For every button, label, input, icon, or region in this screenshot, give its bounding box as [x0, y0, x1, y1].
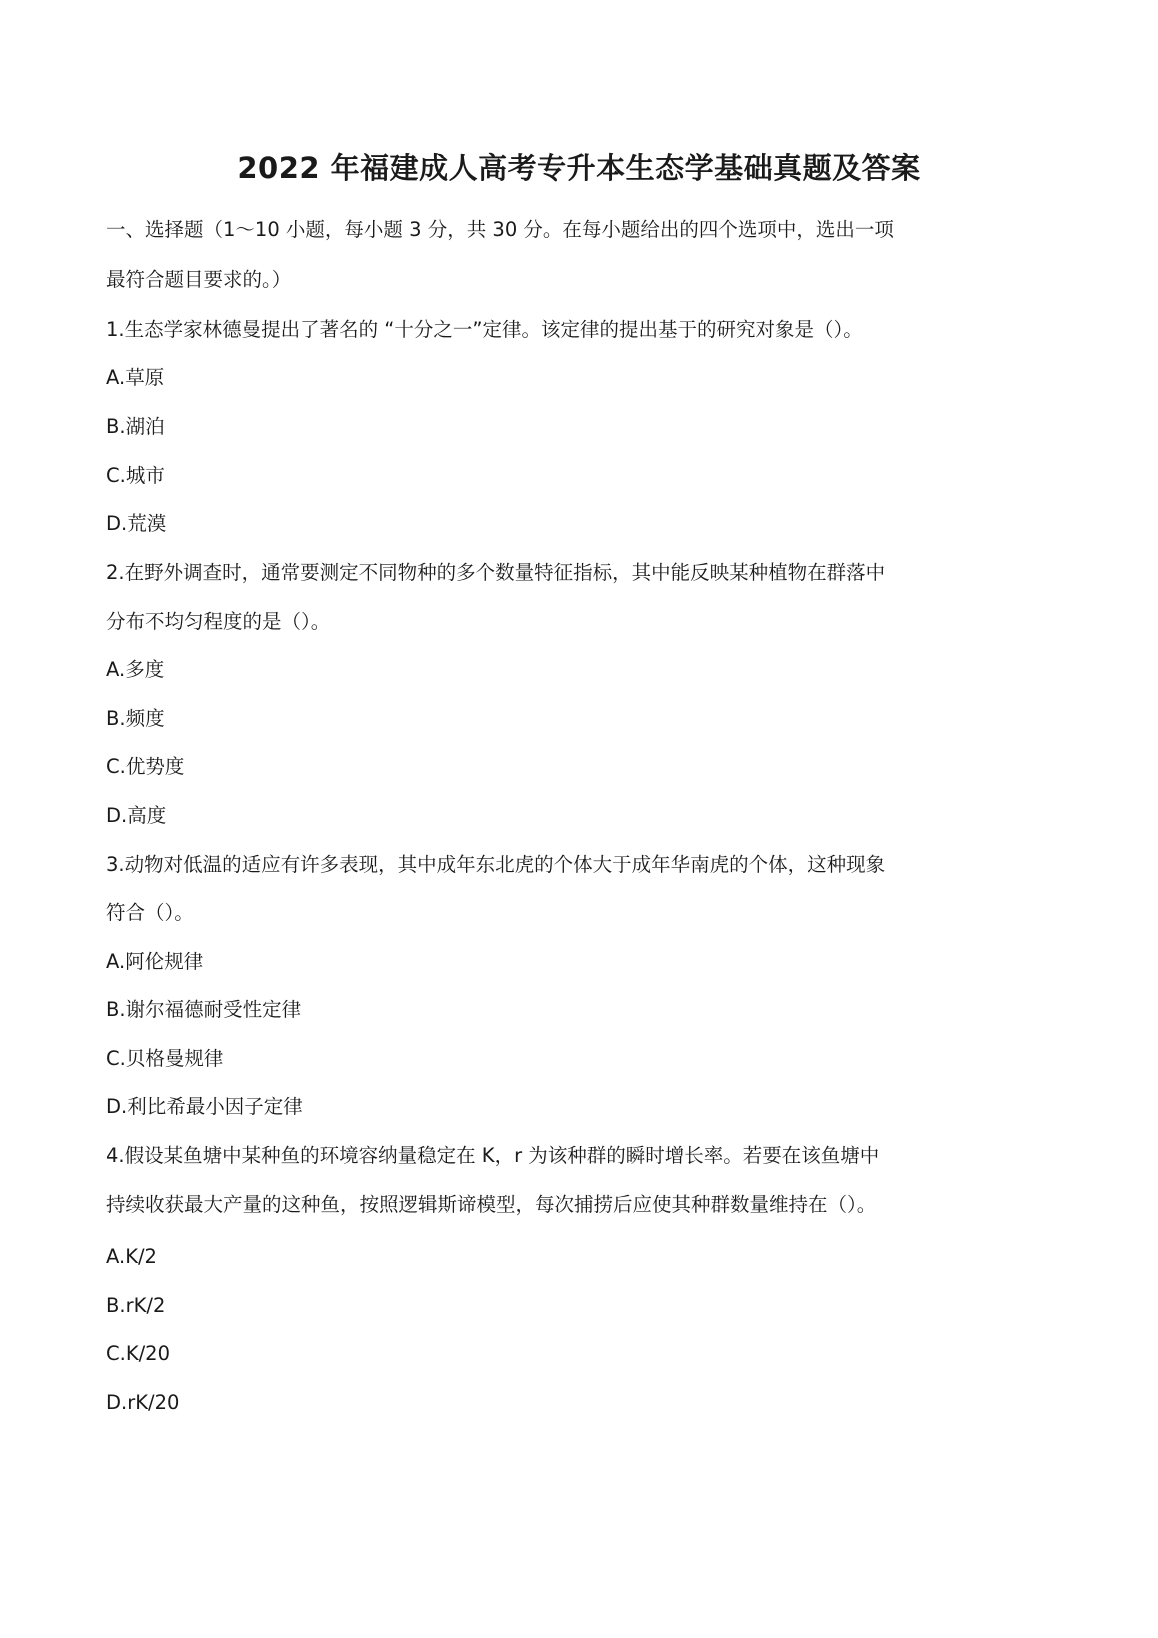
- question-2-option-c: C.优势度: [106, 755, 185, 778]
- question-3-option-d: D.利比希最小因子定律: [106, 1095, 303, 1118]
- question-4-option-d: D.rK/20: [106, 1391, 180, 1414]
- question-1-option-c: C.城市: [106, 464, 165, 487]
- section-header-line-1: 一、选择题（1〜10 小题，每小题 3 分，共 30 分。在每小题给出的四个选项中，选出一项: [106, 218, 894, 241]
- question-4-option-b: B.rK/2: [106, 1294, 166, 1317]
- question-3-option-b: B.谢尔福德耐受性定律: [106, 998, 302, 1021]
- section-header-line-2: 最符合题目要求的。）: [106, 268, 292, 291]
- question-1-option-a: A.草原: [106, 366, 165, 389]
- question-3-stem-line-1: 3.动物对低温的适应有许多表现，其中成年东北虎的个体大于成年华南虎的个体，这种现象: [106, 853, 886, 876]
- question-4-option-c: C.K/20: [106, 1342, 170, 1365]
- question-3-option-c: C.贝格曼规律: [106, 1047, 224, 1070]
- question-2-stem-line-2: 分布不均匀程度的是（）。: [106, 610, 331, 633]
- question-4-option-a: A.K/2: [106, 1245, 157, 1268]
- question-1-option-b: B.湖泊: [106, 415, 165, 438]
- question-1-stem: 1.生态学家林德曼提出了著名的 “十分之一”定律。该定律的提出基于的研究对象是（）。: [106, 318, 863, 341]
- question-2-option-b: B.频度: [106, 707, 165, 730]
- question-2-option-d: D.高度: [106, 804, 167, 827]
- question-1-option-d: D.荒漠: [106, 512, 167, 535]
- question-3-option-a: A.阿伦规律: [106, 950, 204, 973]
- question-2-option-a: A.多度: [106, 658, 165, 681]
- question-4-stem-line-2: 持续收获最大产量的这种鱼，按照逻辑斯谛模型，每次捕捞后应使其种群数量维持在（）。: [106, 1193, 877, 1216]
- question-2-stem-line-1: 2.在野外调查时，通常要测定不同物种的多个数量特征指标，其中能反映某种植物在群落中: [106, 561, 886, 584]
- question-4-stem-line-1: 4.假设某鱼塘中某种鱼的环境容纳量稳定在 K，r 为该种群的瞬时增长率。若要在该鱼塘中: [106, 1144, 880, 1167]
- document-title: 2022 年福建成人高考专升本生态学基础真题及答案: [237, 151, 921, 185]
- question-3-stem-line-2: 符合（）。: [106, 901, 194, 924]
